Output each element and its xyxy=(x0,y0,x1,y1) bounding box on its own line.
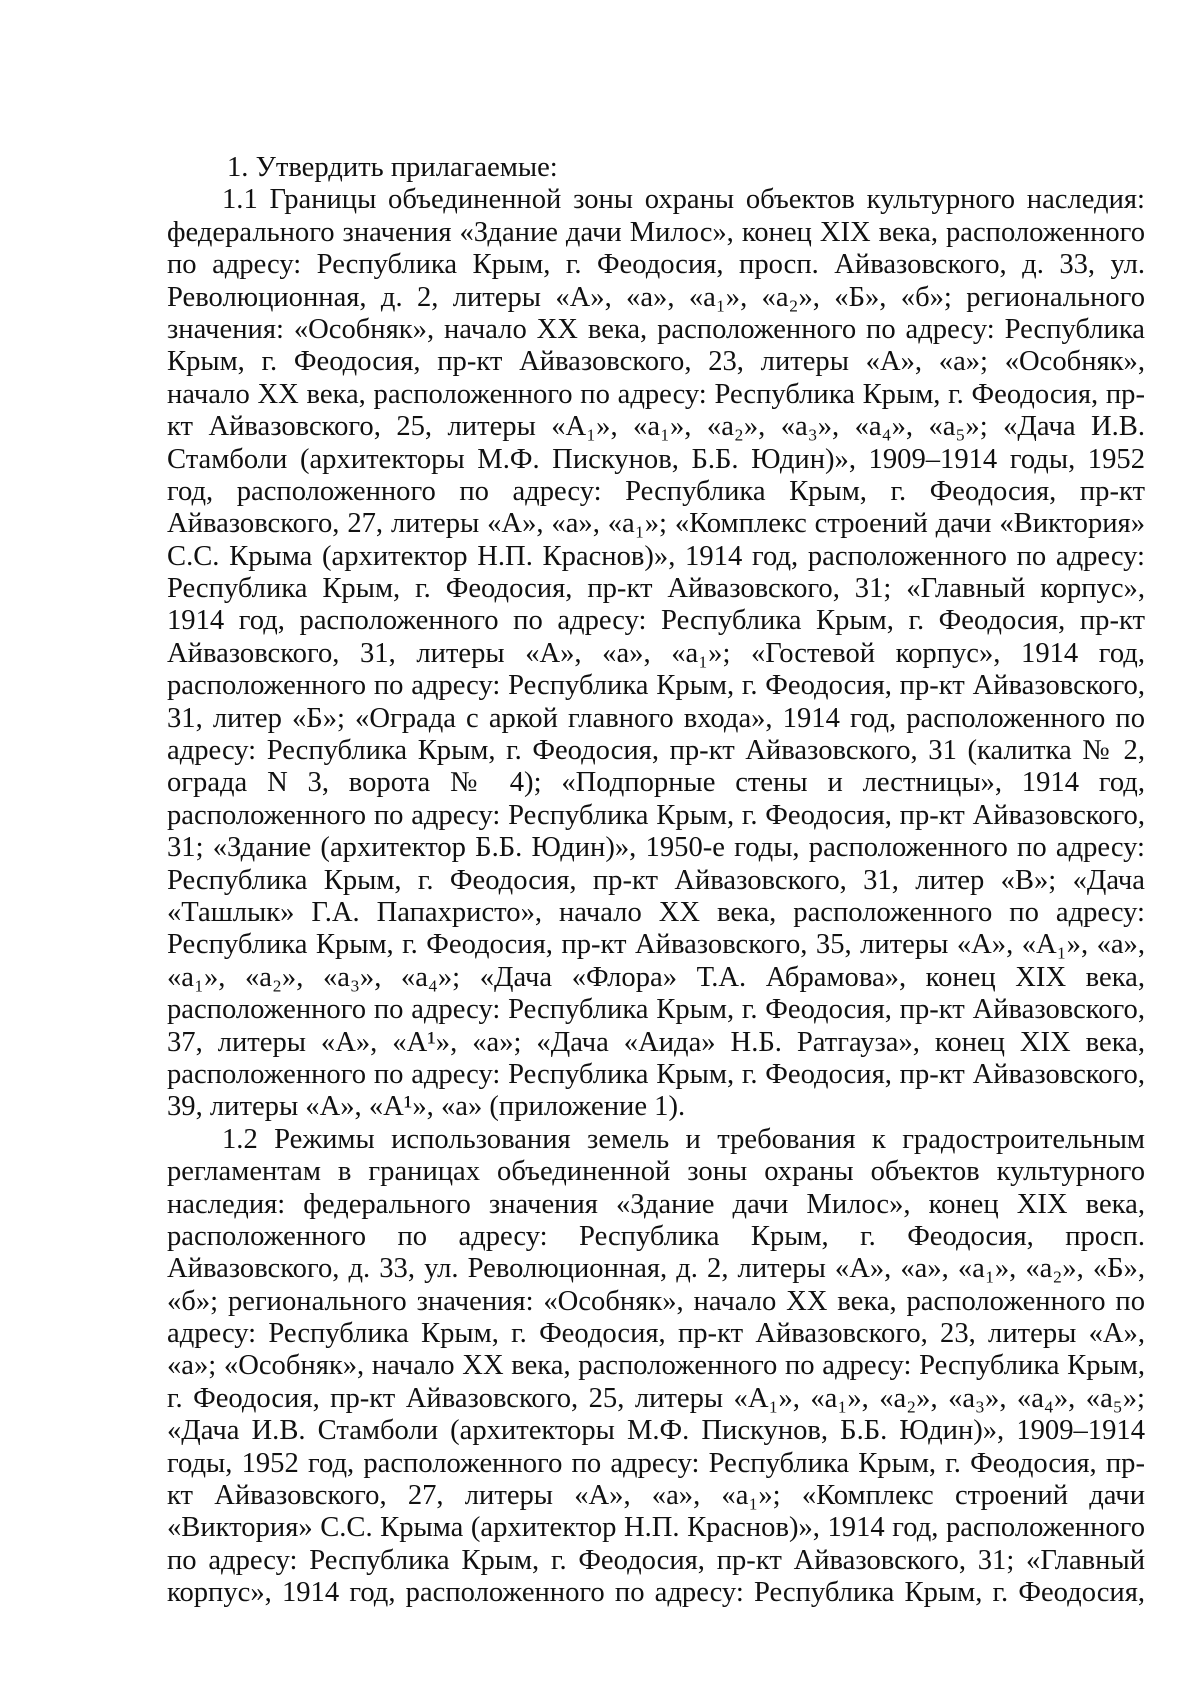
paragraph-1-2-line: г. Феодосия, пр-кт Айвазовского, 25, литеры «А₁», «а₁», «а₂», «а₃», «а₄», «а₅»; xyxy=(167,1382,1145,1414)
paragraph-1-1-line: ограда N 3, ворота № 4); «Подпорные стены и лестницы», 1914 год, xyxy=(167,767,1145,799)
paragraph-1-1-line: Республика Крым, г. Феодосия, пр-кт Айвазовского, 31; «Главный корпус», xyxy=(167,573,1145,605)
paragraph-1-1-line: 1914 год, расположенного по адресу: Республика Крым, г. Феодосия, пр-кт xyxy=(167,605,1145,637)
paragraph-heading-approve: 1. Утвердить прилагаемые: xyxy=(227,152,558,183)
paragraph-1-1-line: по адресу: Республика Крым, г. Феодосия, просп. Айвазовского, д. 33, ул. xyxy=(167,249,1145,281)
paragraph-1-1-line: расположенного по адресу: Республика Крым, г. Феодосия, пр-кт Айвазовского, xyxy=(167,994,1145,1026)
paragraph-1-1-line: 31, литер «Б»; «Ограда с аркой главного входа», 1914 год, расположенного по xyxy=(167,702,1145,734)
paragraph-1-1-line: «а₁», «а₂», «а₃», «а₄»; «Дача «Флора» Т.А. Абрамова», конец XIX века, xyxy=(167,961,1145,993)
paragraph-1-1-line: Айвазовского, 31, литеры «А», «а», «а₁»; «Гостевой корпус», 1914 год, xyxy=(167,637,1145,669)
document-body xyxy=(167,152,1145,1610)
paragraph-1-2-line: «Виктория» С.С. Крыма (архитектор Н.П. Краснов)», 1914 год, расположенного xyxy=(167,1512,1145,1544)
paragraph-1-1-line: Айвазовского, 27, литеры «А», «а», «а₁»; «Комплекс строений дачи «Виктория» xyxy=(167,508,1145,540)
paragraph-1-2-line: наследия: федерального значения «Здание дачи Милос», конец XIX века, xyxy=(167,1188,1145,1220)
paragraph-1-2-line: по адресу: Республика Крым, г. Феодосия, пр-кт Айвазовского, 31; «Главный xyxy=(167,1544,1145,1576)
paragraph-1-1-line: 31; «Здание (архитектор Б.Б. Юдин)», 1950-е годы, расположенного по адресу: xyxy=(167,832,1145,864)
paragraph-1-2-line: «б»; регионального значения: «Особняк», начало XX века, расположенного по xyxy=(167,1285,1145,1317)
paragraph-1-1-line: 37, литеры «А», «А¹», «а»; «Дача «Аида» Н.Б. Ратгауза», конец XIX века, xyxy=(167,1026,1145,1058)
paragraph-1-1-last-line: 39, литеры «А», «А¹», «а» (приложение 1). xyxy=(167,1091,686,1123)
paragraph-1-1-line: год, расположенного по адресу: Республика Крым, г. Феодосия, пр-кт xyxy=(167,475,1145,507)
paragraph-1-1-line: федерального значения «Здание дачи Милос», конец XIX века, расположенного xyxy=(167,216,1145,248)
paragraph-1-1-line: Республика Крым, г. Феодосия, пр-кт Айвазовского, 31, литер «В»; «Дача xyxy=(167,864,1145,896)
paragraph-1-1-line: адресу: Республика Крым, г. Феодосия, пр-кт Айвазовского, 31 (калитка № 2, xyxy=(167,735,1145,767)
paragraph-1-2-line: 1.2 Режимы использования земель и требования к градостроительным xyxy=(222,1123,1145,1155)
paragraph-1-2-line: годы, 1952 год, расположенного по адресу: Республика Крым, г. Феодосия, пр- xyxy=(167,1447,1145,1479)
paragraph-1-2-line: корпус», 1914 год, расположенного по адресу: Республика Крым, г. Феодосия, xyxy=(167,1577,1145,1609)
paragraph-1-1-line: 1.1 Границы объединенной зоны охраны объектов культурного наследия: xyxy=(222,184,1145,216)
paragraph-1-1-line: Революционная, д. 2, литеры «А», «а», «а₁», «а₂», «Б», «б»; регионального xyxy=(167,281,1145,313)
paragraph-1-2-line: «а»; «Особняк», начало XX века, расположенного по адресу: Республика Крым, xyxy=(167,1350,1145,1382)
paragraph-1-2-line: «Дача И.В. Стамболи (архитекторы М.Ф. Пискунов, Б.Б. Юдин)», 1909–1914 xyxy=(167,1415,1145,1447)
paragraph-1-2-line: Айвазовского, д. 33, ул. Революционная, д. 2, литеры «А», «а», «а₁», «а₂», «Б», xyxy=(167,1253,1145,1285)
paragraph-1-2-line: адресу: Республика Крым, г. Феодосия, пр-кт Айвазовского, 23, литеры «А», xyxy=(167,1318,1145,1350)
paragraph-1-1-line: расположенного по адресу: Республика Крым, г. Феодосия, пр-кт Айвазовского, xyxy=(167,799,1145,831)
paragraph-1-1-line: Стамболи (архитекторы М.Ф. Пискунов, Б.Б. Юдин)», 1909–1914 годы, 1952 xyxy=(167,443,1145,475)
paragraph-1-2-line: регламентам в границах объединенной зоны охраны объектов культурного xyxy=(167,1156,1145,1188)
paragraph-1-1-line: начало XX века, расположенного по адресу: Республика Крым, г. Феодосия, пр- xyxy=(167,378,1145,410)
paragraph-1-1-line: «Ташлык» Г.А. Папахристо», начало XX века, расположенного по адресу: xyxy=(167,896,1145,928)
paragraph-1-1-line: Крым, г. Феодосия, пр-кт Айвазовского, 23, литеры «А», «а»; «Особняк», xyxy=(167,346,1145,378)
paragraph-1-1-line: расположенного по адресу: Республика Крым, г. Феодосия, пр-кт Айвазовского, xyxy=(167,670,1145,702)
paragraph-1-1-line: кт Айвазовского, 25, литеры «А₁», «а₁», «а₂», «а₃», «а₄», «а₅»; «Дача И.В. xyxy=(167,411,1145,443)
paragraph-1-2-line: расположенного по адресу: Республика Крым, г. Феодосия, просп. xyxy=(167,1220,1145,1252)
paragraph-1-1-line: расположенного по адресу: Республика Крым, г. Феодосия, пр-кт Айвазовского, xyxy=(167,1058,1145,1090)
paragraph-1-1-line: значения: «Особняк», начало XX века, расположенного по адресу: Республика xyxy=(167,313,1145,345)
paragraph-1-2-line: кт Айвазовского, 27, литеры «А», «а», «а₁»; «Комплекс строений дачи xyxy=(167,1480,1145,1512)
paragraph-1-1-line: С.С. Крыма (архитектор Н.П. Краснов)», 1914 год, расположенного по адресу: xyxy=(167,540,1145,572)
paragraph-1-1-line: Республика Крым, г. Феодосия, пр-кт Айвазовского, 35, литеры «А», «А₁», «а», xyxy=(167,929,1145,961)
